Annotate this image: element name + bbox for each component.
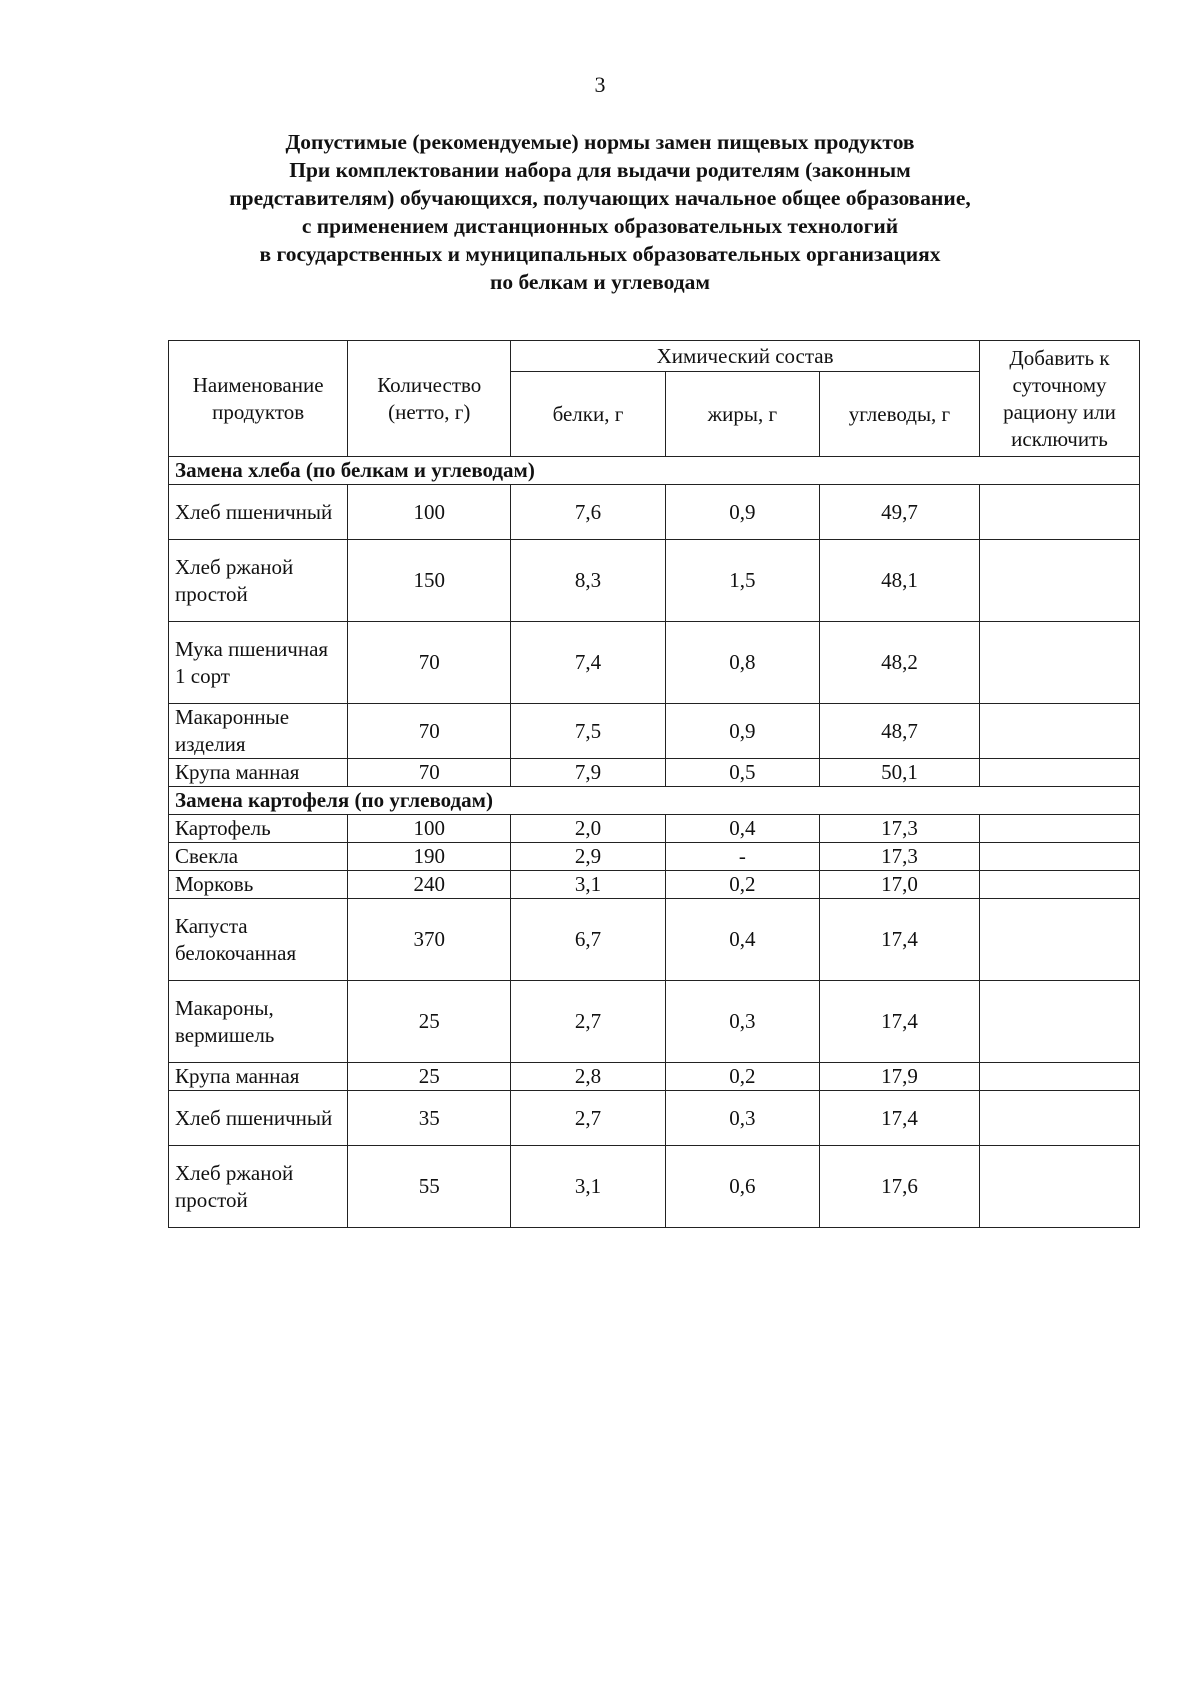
cell-carbs: 48,1 (819, 540, 979, 622)
table-row (169, 485, 1140, 540)
cell-carbs: 17,9 (819, 1063, 979, 1091)
header-add-or-exclude: Добавить к суточному рациону или исключить (979, 341, 1139, 457)
cell-quantity: 150 (348, 540, 511, 622)
header-name: Наименование продуктов (169, 341, 348, 457)
header-fats: жиры, г (665, 372, 819, 457)
cell-carbs: 17,3 (819, 843, 979, 871)
cell-fats: 0,5 (665, 759, 819, 787)
title-line: При комплектовании набора для выдачи родителям (законным (289, 158, 911, 182)
section-row (169, 457, 1140, 485)
cell-product-name: Морковь (169, 871, 348, 899)
cell-carbs: 17,4 (819, 1091, 979, 1146)
section-title: Замена картофеля (по углеводам) (169, 787, 1140, 815)
title-line: Допустимые (рекомендуемые) нормы замен пищевых продуктов (285, 130, 915, 154)
cell-proteins: 2,9 (511, 843, 666, 871)
header-chemical-composition: Химический состав (511, 341, 980, 372)
cell-product-name: Хлеб пшеничный (169, 485, 348, 540)
title-line: с применением дистанционных образовательных технологий (301, 214, 899, 238)
table-row (169, 899, 1140, 981)
cell-product-name: Хлеб ржаной простой (169, 540, 348, 622)
cell-quantity: 70 (348, 704, 511, 759)
cell-product-name: Капуста белокочанная (169, 899, 348, 981)
cell-add-or-exclude (979, 1063, 1139, 1091)
cell-quantity: 35 (348, 1091, 511, 1146)
substitution-norms-table (168, 340, 1140, 1228)
cell-add-or-exclude (979, 704, 1139, 759)
cell-fats: 1,5 (665, 540, 819, 622)
cell-add-or-exclude (979, 843, 1139, 871)
table-body (169, 341, 1140, 1228)
cell-quantity: 25 (348, 981, 511, 1063)
cell-fats: 0,4 (665, 899, 819, 981)
cell-add-or-exclude (979, 899, 1139, 981)
cell-proteins: 7,5 (511, 704, 666, 759)
table-row (169, 540, 1140, 622)
cell-quantity: 70 (348, 622, 511, 704)
cell-product-name: Крупа манная (169, 1063, 348, 1091)
cell-add-or-exclude (979, 759, 1139, 787)
cell-proteins: 6,7 (511, 899, 666, 981)
cell-add-or-exclude (979, 1146, 1139, 1228)
title-line: по белкам и углеводам (489, 270, 711, 294)
table-row (169, 1063, 1140, 1091)
cell-carbs: 17,0 (819, 871, 979, 899)
cell-quantity: 70 (348, 759, 511, 787)
table-row (169, 843, 1140, 871)
cell-product-name: Картофель (169, 815, 348, 843)
cell-quantity: 190 (348, 843, 511, 871)
title-line: в государственных и муниципальных образовательных организациях (259, 242, 941, 266)
cell-product-name: Макаронные изделия (169, 704, 348, 759)
cell-fats: 0,3 (665, 981, 819, 1063)
cell-proteins: 7,4 (511, 622, 666, 704)
cell-quantity: 100 (348, 815, 511, 843)
table-row (169, 871, 1140, 899)
header-quantity: Количество (нетто, г) (348, 341, 511, 457)
cell-quantity: 240 (348, 871, 511, 899)
cell-add-or-exclude (979, 540, 1139, 622)
cell-quantity: 55 (348, 1146, 511, 1228)
section-title: Замена хлеба (по белкам и углеводам) (169, 457, 1140, 485)
cell-proteins: 3,1 (511, 1146, 666, 1228)
table-row (169, 704, 1140, 759)
cell-proteins: 7,6 (511, 485, 666, 540)
cell-add-or-exclude (979, 981, 1139, 1063)
cell-fats: 0,8 (665, 622, 819, 704)
cell-quantity: 25 (348, 1063, 511, 1091)
table-row (169, 622, 1140, 704)
cell-proteins: 2,0 (511, 815, 666, 843)
cell-fats: 0,9 (665, 485, 819, 540)
header-carbs: углеводы, г (819, 372, 979, 457)
cell-carbs: 48,2 (819, 622, 979, 704)
cell-fats: 0,2 (665, 1063, 819, 1091)
cell-proteins: 3,1 (511, 871, 666, 899)
cell-fats: 0,4 (665, 815, 819, 843)
cell-add-or-exclude (979, 485, 1139, 540)
cell-carbs: 17,4 (819, 899, 979, 981)
cell-fats: - (665, 843, 819, 871)
cell-add-or-exclude (979, 1091, 1139, 1146)
cell-carbs: 17,4 (819, 981, 979, 1063)
cell-proteins: 2,7 (511, 1091, 666, 1146)
cell-add-or-exclude (979, 871, 1139, 899)
table-row (169, 1146, 1140, 1228)
cell-fats: 0,2 (665, 871, 819, 899)
cell-proteins: 2,8 (511, 1063, 666, 1091)
cell-quantity: 370 (348, 899, 511, 981)
cell-product-name: Крупа манная (169, 759, 348, 787)
header-proteins: белки, г (511, 372, 666, 457)
cell-product-name: Хлеб пшеничный (169, 1091, 348, 1146)
cell-carbs: 17,3 (819, 815, 979, 843)
table-row (169, 759, 1140, 787)
cell-proteins: 2,7 (511, 981, 666, 1063)
table-row (169, 981, 1140, 1063)
cell-add-or-exclude (979, 815, 1139, 843)
title-line: представителям) обучающихся, получающих начальное общее образование, (229, 186, 971, 210)
cell-fats: 0,6 (665, 1146, 819, 1228)
cell-add-or-exclude (979, 622, 1139, 704)
cell-product-name: Макароны, вермишель (169, 981, 348, 1063)
cell-product-name: Хлеб ржаной простой (169, 1146, 348, 1228)
cell-product-name: Мука пшеничная 1 сорт (169, 622, 348, 704)
section-row (169, 787, 1140, 815)
cell-fats: 0,9 (665, 704, 819, 759)
cell-carbs: 50,1 (819, 759, 979, 787)
table-row (169, 815, 1140, 843)
cell-carbs: 48,7 (819, 704, 979, 759)
cell-quantity: 100 (348, 485, 511, 540)
cell-carbs: 17,6 (819, 1146, 979, 1228)
page-number: 3 (594, 72, 606, 97)
cell-product-name: Свекла (169, 843, 348, 871)
table-header-row (169, 341, 1140, 372)
cell-proteins: 8,3 (511, 540, 666, 622)
cell-proteins: 7,9 (511, 759, 666, 787)
document-title (150, 128, 1050, 296)
cell-fats: 0,3 (665, 1091, 819, 1146)
cell-carbs: 49,7 (819, 485, 979, 540)
table-row (169, 1091, 1140, 1146)
